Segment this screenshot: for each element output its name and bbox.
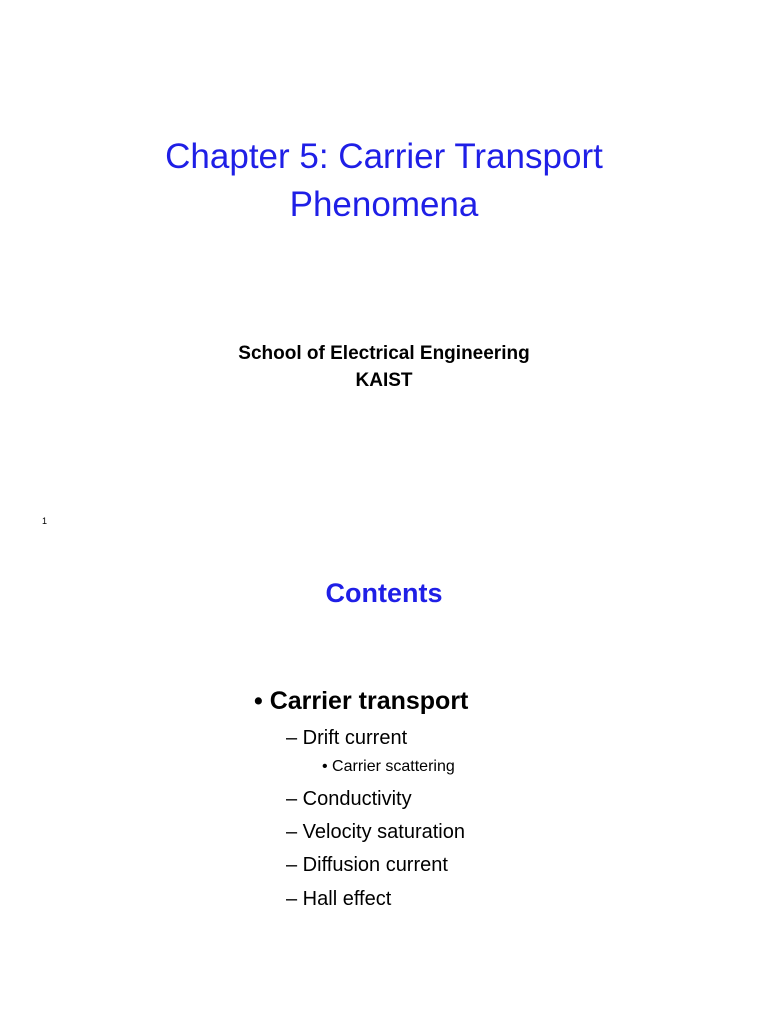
page-number: 1	[42, 516, 48, 526]
list-item-drift-current: – Drift current	[286, 727, 408, 749]
topic-carrier-transport: • Carrier transport	[254, 687, 469, 715]
slide-title-line-1: Chapter 5: Carrier Transport	[165, 137, 603, 176]
school-name: School of Electrical Engineering	[238, 343, 530, 364]
contents-heading: Contents	[325, 578, 443, 608]
list-item-hall-effect: – Hall effect	[286, 888, 392, 910]
slide-title-line-2: Phenomena	[289, 185, 479, 224]
institution-name: KAIST	[355, 370, 413, 391]
list-subitem-carrier-scattering: • Carrier scattering	[322, 758, 455, 775]
list-item-diffusion-current: – Diffusion current	[286, 854, 448, 876]
list-item-velocity-saturation: – Velocity saturation	[286, 821, 465, 843]
list-item-conductivity: – Conductivity	[286, 788, 412, 810]
